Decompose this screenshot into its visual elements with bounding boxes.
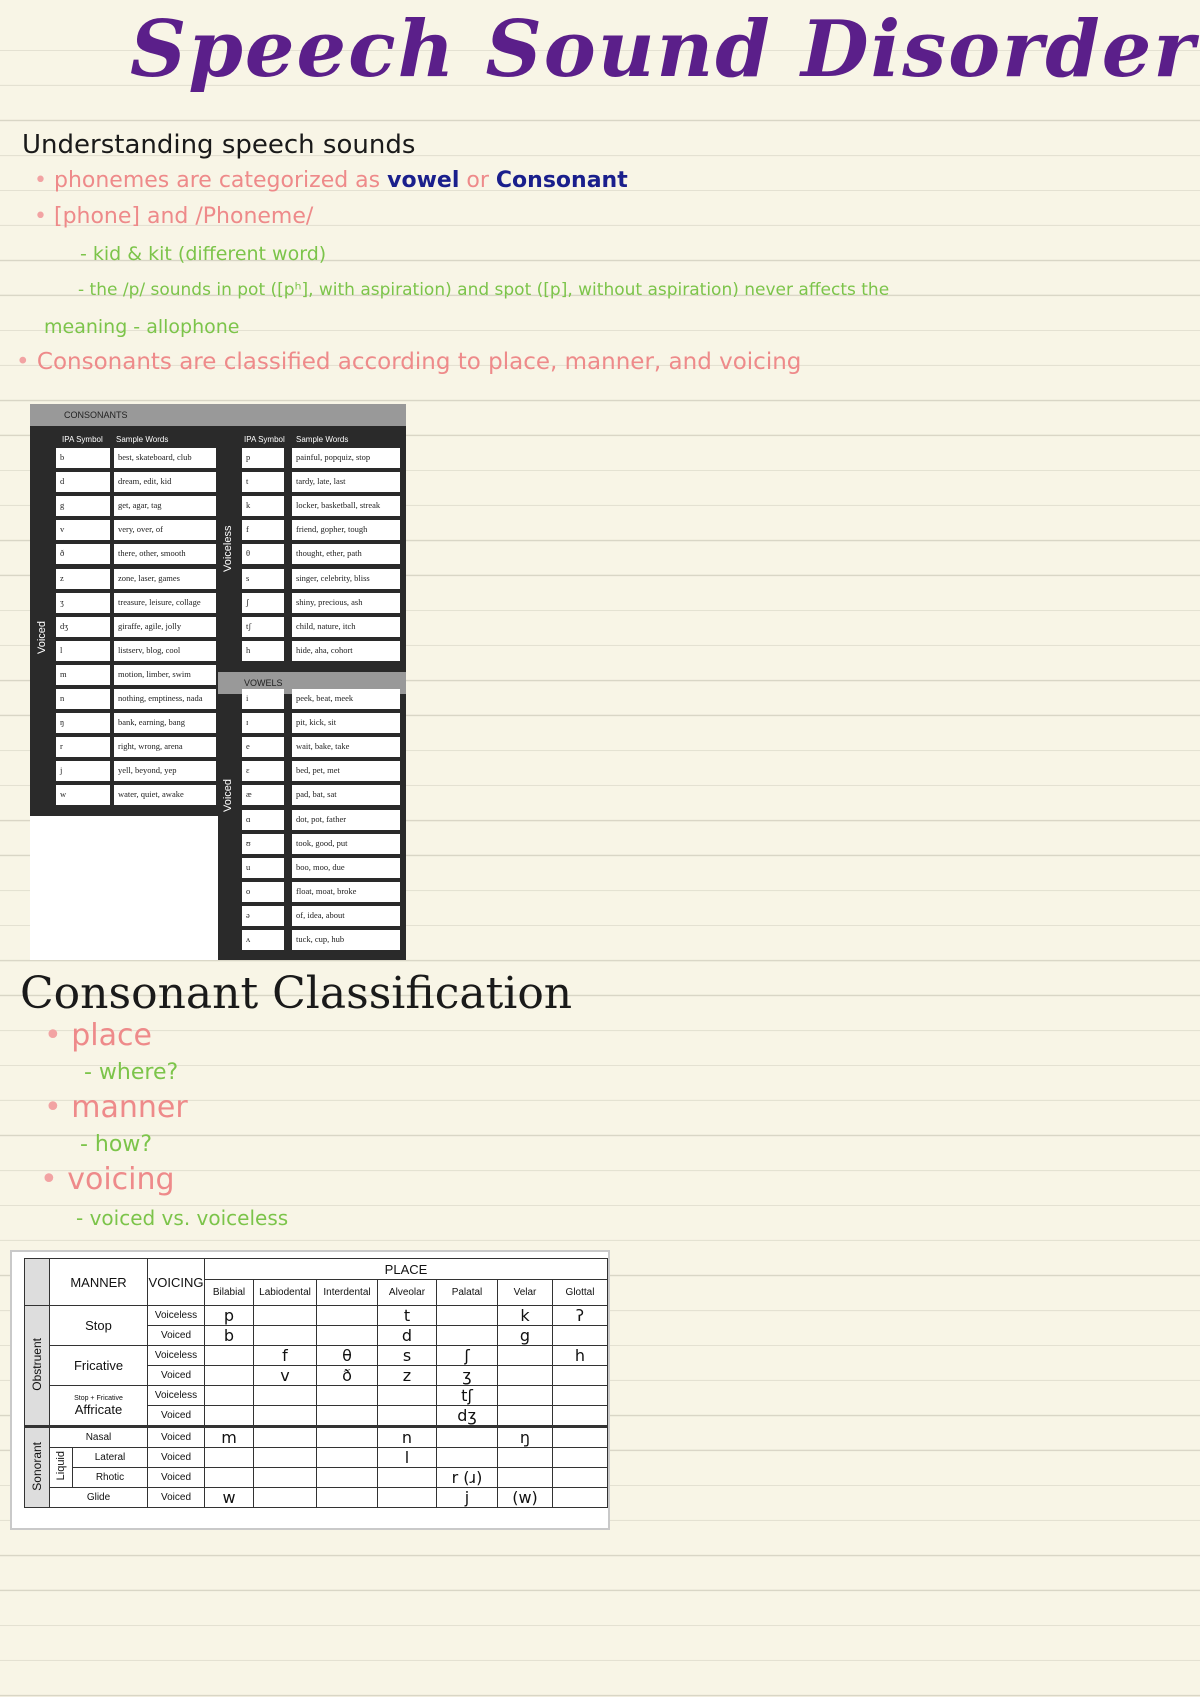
phoneme-cell — [205, 1366, 254, 1386]
phoneme-cell: ʔ — [553, 1306, 608, 1326]
manner-header: MANNER — [50, 1259, 148, 1306]
consonant-word: Consonant — [495, 168, 628, 193]
ipa-symbol: dʒ — [56, 617, 110, 637]
sample-words: shiny, precious, ash — [292, 593, 400, 613]
sample-words: treasure, leisure, collage — [114, 593, 216, 613]
phoneme-cell — [378, 1468, 437, 1488]
phoneme-cell: ʒ — [437, 1366, 498, 1386]
place-manner-table-panel — [10, 1250, 610, 1530]
obstruent-label: Obstruent — [30, 1337, 44, 1391]
ipa-symbol: ʌ — [242, 930, 284, 950]
vowel-word: vowel — [387, 168, 460, 193]
voiced-side-label: Voiced — [36, 620, 48, 654]
sample-words: wait, bake, take — [292, 737, 400, 757]
phoneme-cell — [437, 1427, 498, 1448]
voicing-voiced: Voiced — [148, 1326, 205, 1346]
phoneme-cell — [205, 1448, 254, 1468]
sample-words: locker, basketball, streak — [292, 496, 400, 516]
voicing-voiced: Voiced — [148, 1427, 205, 1448]
sample-words: friend, gopher, tough — [292, 520, 400, 540]
phoneme-cell: v — [254, 1366, 317, 1386]
ipa-symbol: ɑ — [242, 810, 284, 830]
ipa-symbol: u — [242, 858, 284, 878]
phoneme-cell — [205, 1468, 254, 1488]
phoneme-cell: t — [378, 1306, 437, 1326]
bullet-phone-phoneme: • [phone] and /Phoneme/ — [34, 204, 313, 229]
ipa-symbol: θ — [242, 544, 284, 564]
ipa-symbol: ʊ — [242, 834, 284, 854]
ipa-symbol: i — [242, 689, 284, 709]
phoneme-cell: r (ɹ) — [437, 1468, 498, 1488]
sample-words: thought, ether, path — [292, 544, 400, 564]
ipa-symbol: v — [56, 520, 110, 540]
sub-allophone-meaning: meaning - allophone — [44, 316, 240, 338]
ipa-symbol: p — [242, 448, 284, 468]
ipa-symbol: ŋ — [56, 713, 110, 733]
place-bilabial: Bilabial — [205, 1280, 254, 1306]
ipa-symbol: j — [56, 761, 110, 781]
voiceless-side-label: Voiceless — [222, 525, 234, 572]
place-header: PLACE — [205, 1259, 608, 1280]
sample-words: child, nature, itch — [292, 617, 400, 637]
ipa-symbol: r — [56, 737, 110, 757]
phoneme-cell — [254, 1448, 317, 1468]
ipa-symbol: ð — [56, 544, 110, 564]
phoneme-cell — [317, 1306, 378, 1326]
ipa-symbol: b — [56, 448, 110, 468]
consonants-title: CONSONANTS — [64, 410, 128, 420]
sonorant-label: Sonorant — [30, 1441, 44, 1491]
phoneme-cell: f — [254, 1346, 317, 1366]
row-nasal — [25, 1427, 608, 1448]
ipa-symbol: ə — [242, 906, 284, 926]
phoneme-cell — [498, 1406, 553, 1427]
phoneme-cell — [254, 1326, 317, 1346]
lateral-label: Lateral — [73, 1448, 148, 1468]
voicing-voiced: Voiced — [148, 1406, 205, 1427]
place-manner-table — [24, 1258, 608, 1508]
col-words-left: Sample Words — [116, 435, 169, 444]
ipa-symbol: tʃ — [242, 617, 284, 637]
voicing-voiced: Voiced — [148, 1448, 205, 1468]
phoneme-cell: k — [498, 1306, 553, 1326]
ipa-symbol: z — [56, 569, 110, 589]
col-ipa-left: IPA Symbol — [62, 435, 103, 444]
phoneme-cell — [254, 1386, 317, 1406]
place-labiodental: Labiodental — [254, 1280, 317, 1306]
phoneme-cell: g — [498, 1326, 553, 1346]
glide-label: Glide — [50, 1488, 148, 1508]
phoneme-cell — [553, 1468, 608, 1488]
phoneme-cell: (w) — [498, 1488, 553, 1508]
sample-words: float, moat, broke — [292, 882, 400, 902]
sub-where: - where? — [84, 1060, 179, 1085]
ipa-table-header — [30, 404, 406, 426]
ipa-symbol: m — [56, 665, 110, 685]
place-velar: Velar — [498, 1280, 553, 1306]
ipa-symbol: h — [242, 641, 284, 661]
sample-words: giraffe, agile, jolly — [114, 617, 216, 637]
section-heading-understanding: Understanding speech sounds — [22, 130, 416, 160]
phoneme-cell — [498, 1346, 553, 1366]
row-glide — [25, 1488, 608, 1508]
nasal-label: Nasal — [50, 1427, 148, 1448]
sample-words: dot, pot, father — [292, 810, 400, 830]
phoneme-cell — [317, 1488, 378, 1508]
voicing-voiceless: Voiceless — [148, 1346, 205, 1366]
fricative-label: Fricative — [50, 1346, 148, 1386]
phoneme-cell — [553, 1326, 608, 1346]
stop-label: Stop — [50, 1306, 148, 1346]
ipa-symbol: g — [56, 496, 110, 516]
phoneme-cell — [498, 1468, 553, 1488]
phoneme-cell — [553, 1386, 608, 1406]
vowels-voiced-side-label: Voiced — [222, 778, 234, 812]
table-blank-area — [30, 816, 218, 960]
phoneme-cell: z — [378, 1366, 437, 1386]
sample-words: dream, edit, kid — [114, 472, 216, 492]
sample-words: yell, beyond, yep — [114, 761, 216, 781]
phoneme-cell: tʃ — [437, 1386, 498, 1406]
phoneme-cell — [553, 1427, 608, 1448]
phoneme-cell: d — [378, 1326, 437, 1346]
sample-words: bed, pet, met — [292, 761, 400, 781]
affricate-label: Affricate — [74, 1401, 123, 1417]
row-affricate-voiceless — [25, 1386, 608, 1406]
ipa-symbol: s — [242, 569, 284, 589]
section-heading-classification: Consonant Classification — [20, 968, 573, 1019]
liquid-label-cell — [50, 1448, 73, 1488]
ipa-symbol: ɪ — [242, 713, 284, 733]
ipa-consonant-vowel-table — [30, 404, 406, 960]
ipa-symbol: ɛ — [242, 761, 284, 781]
phoneme-cell — [254, 1488, 317, 1508]
voicing-voiced: Voiced — [148, 1468, 205, 1488]
ipa-symbol: o — [242, 882, 284, 902]
sub-allophone-example: - the /p/ sounds in pot ([pʰ], with aspiration) and spot ([p], without aspiration) never affects the — [78, 280, 890, 300]
ipa-symbol: æ — [242, 785, 284, 805]
bullet-manner: • manner — [44, 1090, 188, 1125]
sample-words: singer, celebrity, bliss — [292, 569, 400, 589]
place-alveolar: Alveolar — [378, 1280, 437, 1306]
voicing-voiced: Voiced — [148, 1366, 205, 1386]
bullet-phonemes — [34, 168, 628, 193]
phoneme-cell: m — [205, 1427, 254, 1448]
phoneme-cell — [317, 1448, 378, 1468]
phoneme-cell: dʒ — [437, 1406, 498, 1427]
voicing-voiceless: Voiceless — [148, 1386, 205, 1406]
row-fricative-voiceless — [25, 1346, 608, 1366]
phoneme-cell — [317, 1406, 378, 1427]
sample-words: pad, bat, sat — [292, 785, 400, 805]
phoneme-cell — [553, 1488, 608, 1508]
place-glottal: Glottal — [553, 1280, 608, 1306]
sample-words: tuck, cup, hub — [292, 930, 400, 950]
phoneme-cell: j — [437, 1488, 498, 1508]
phoneme-cell — [378, 1488, 437, 1508]
sub-voiced-voiceless: - voiced vs. voiceless — [76, 1206, 289, 1230]
sample-words: listserv, blog, cool — [114, 641, 216, 661]
sample-words: pit, kick, sit — [292, 713, 400, 733]
affricate-cell — [50, 1386, 148, 1427]
ipa-symbol: f — [242, 520, 284, 540]
page-title: Speech Sound Disorder — [130, 4, 1197, 95]
row-stop-voiceless — [25, 1306, 608, 1326]
phoneme-cell: b — [205, 1326, 254, 1346]
phoneme-cell: ð — [317, 1366, 378, 1386]
phoneme-cell — [205, 1406, 254, 1427]
vowels-title: VOWELS — [244, 678, 283, 688]
sample-words: water, quiet, awake — [114, 785, 216, 805]
phoneme-cell — [378, 1386, 437, 1406]
sonorant-label-cell — [25, 1427, 50, 1508]
phoneme-cell — [254, 1468, 317, 1488]
sample-words: took, good, put — [292, 834, 400, 854]
phoneme-cell: h — [553, 1346, 608, 1366]
phoneme-cell: s — [378, 1346, 437, 1366]
sample-words: of, idea, about — [292, 906, 400, 926]
place-palatal: Palatal — [437, 1280, 498, 1306]
phoneme-cell — [205, 1346, 254, 1366]
bullet-phonemes-text: • phonemes are categorized as — [34, 168, 380, 193]
phoneme-cell: ʃ — [437, 1346, 498, 1366]
sample-words: nothing, emptiness, nada — [114, 689, 216, 709]
sample-words: peek, beat, meek — [292, 689, 400, 709]
phoneme-cell — [553, 1406, 608, 1427]
phoneme-cell: p — [205, 1306, 254, 1326]
corner-cell — [25, 1259, 50, 1306]
phoneme-cell — [437, 1448, 498, 1468]
col-words-right: Sample Words — [296, 435, 349, 444]
ipa-symbol: k — [242, 496, 284, 516]
phoneme-cell — [254, 1306, 317, 1326]
phoneme-cell — [498, 1386, 553, 1406]
phoneme-cell — [553, 1366, 608, 1386]
rhotic-label: Rhotic — [73, 1468, 148, 1488]
phoneme-cell — [205, 1386, 254, 1406]
phoneme-cell — [498, 1366, 553, 1386]
sample-words: painful, popquiz, stop — [292, 448, 400, 468]
sub-how: - how? — [80, 1132, 153, 1157]
ipa-symbol: d — [56, 472, 110, 492]
phoneme-cell — [254, 1406, 317, 1427]
sample-words: hide, aha, cohort — [292, 641, 400, 661]
sample-words: motion, limber, swim — [114, 665, 216, 685]
phoneme-cell: θ — [317, 1346, 378, 1366]
or-word: or — [466, 168, 489, 193]
voicing-voiced: Voiced — [148, 1488, 205, 1508]
row-rhotic — [25, 1468, 608, 1488]
sample-words: best, skateboard, club — [114, 448, 216, 468]
sample-words: tardy, late, last — [292, 472, 400, 492]
sample-words: very, over, of — [114, 520, 216, 540]
voicing-header: VOICING — [148, 1259, 205, 1306]
phoneme-cell — [317, 1468, 378, 1488]
sample-words: bank, earning, bang — [114, 713, 216, 733]
phoneme-cell — [378, 1406, 437, 1427]
bullet-voicing: • voicing — [40, 1162, 175, 1197]
affricate-note: Stop + Fricative — [74, 1394, 123, 1402]
liquid-label: Liquid — [55, 1451, 67, 1481]
phoneme-cell: w — [205, 1488, 254, 1508]
phoneme-cell — [317, 1326, 378, 1346]
ipa-symbol: ʃ — [242, 593, 284, 613]
sample-words: right, wrong, arena — [114, 737, 216, 757]
phoneme-cell — [553, 1448, 608, 1468]
sub-kid-kit: - kid & kit (different word) — [80, 243, 327, 265]
place-interdental: Interdental — [317, 1280, 378, 1306]
ipa-symbol: n — [56, 689, 110, 709]
ipa-symbol: t — [242, 472, 284, 492]
phoneme-cell — [437, 1306, 498, 1326]
bullet-classified: • Consonants are classified according to place, manner, and voicing — [16, 349, 801, 375]
sample-words: zone, laser, games — [114, 569, 216, 589]
bullet-place: • place — [44, 1018, 152, 1053]
phoneme-cell: n — [378, 1427, 437, 1448]
ipa-symbol: w — [56, 785, 110, 805]
sample-words: there, other, smooth — [114, 544, 216, 564]
phoneme-cell — [437, 1326, 498, 1346]
phoneme-cell: l — [378, 1448, 437, 1468]
obstruent-label-cell — [25, 1306, 50, 1427]
phoneme-cell — [317, 1386, 378, 1406]
sample-words: boo, moo, due — [292, 858, 400, 878]
voicing-voiceless: Voiceless — [148, 1306, 205, 1326]
row-lateral — [25, 1448, 608, 1468]
ipa-symbol: ʒ — [56, 593, 110, 613]
phoneme-cell — [317, 1427, 378, 1448]
phoneme-cell — [498, 1448, 553, 1468]
phoneme-cell — [254, 1427, 317, 1448]
phoneme-cell: ŋ — [498, 1427, 553, 1448]
ipa-symbol: l — [56, 641, 110, 661]
col-ipa-right: IPA Symbol — [244, 435, 285, 444]
ipa-symbol: e — [242, 737, 284, 757]
sample-words: get, agar, tag — [114, 496, 216, 516]
